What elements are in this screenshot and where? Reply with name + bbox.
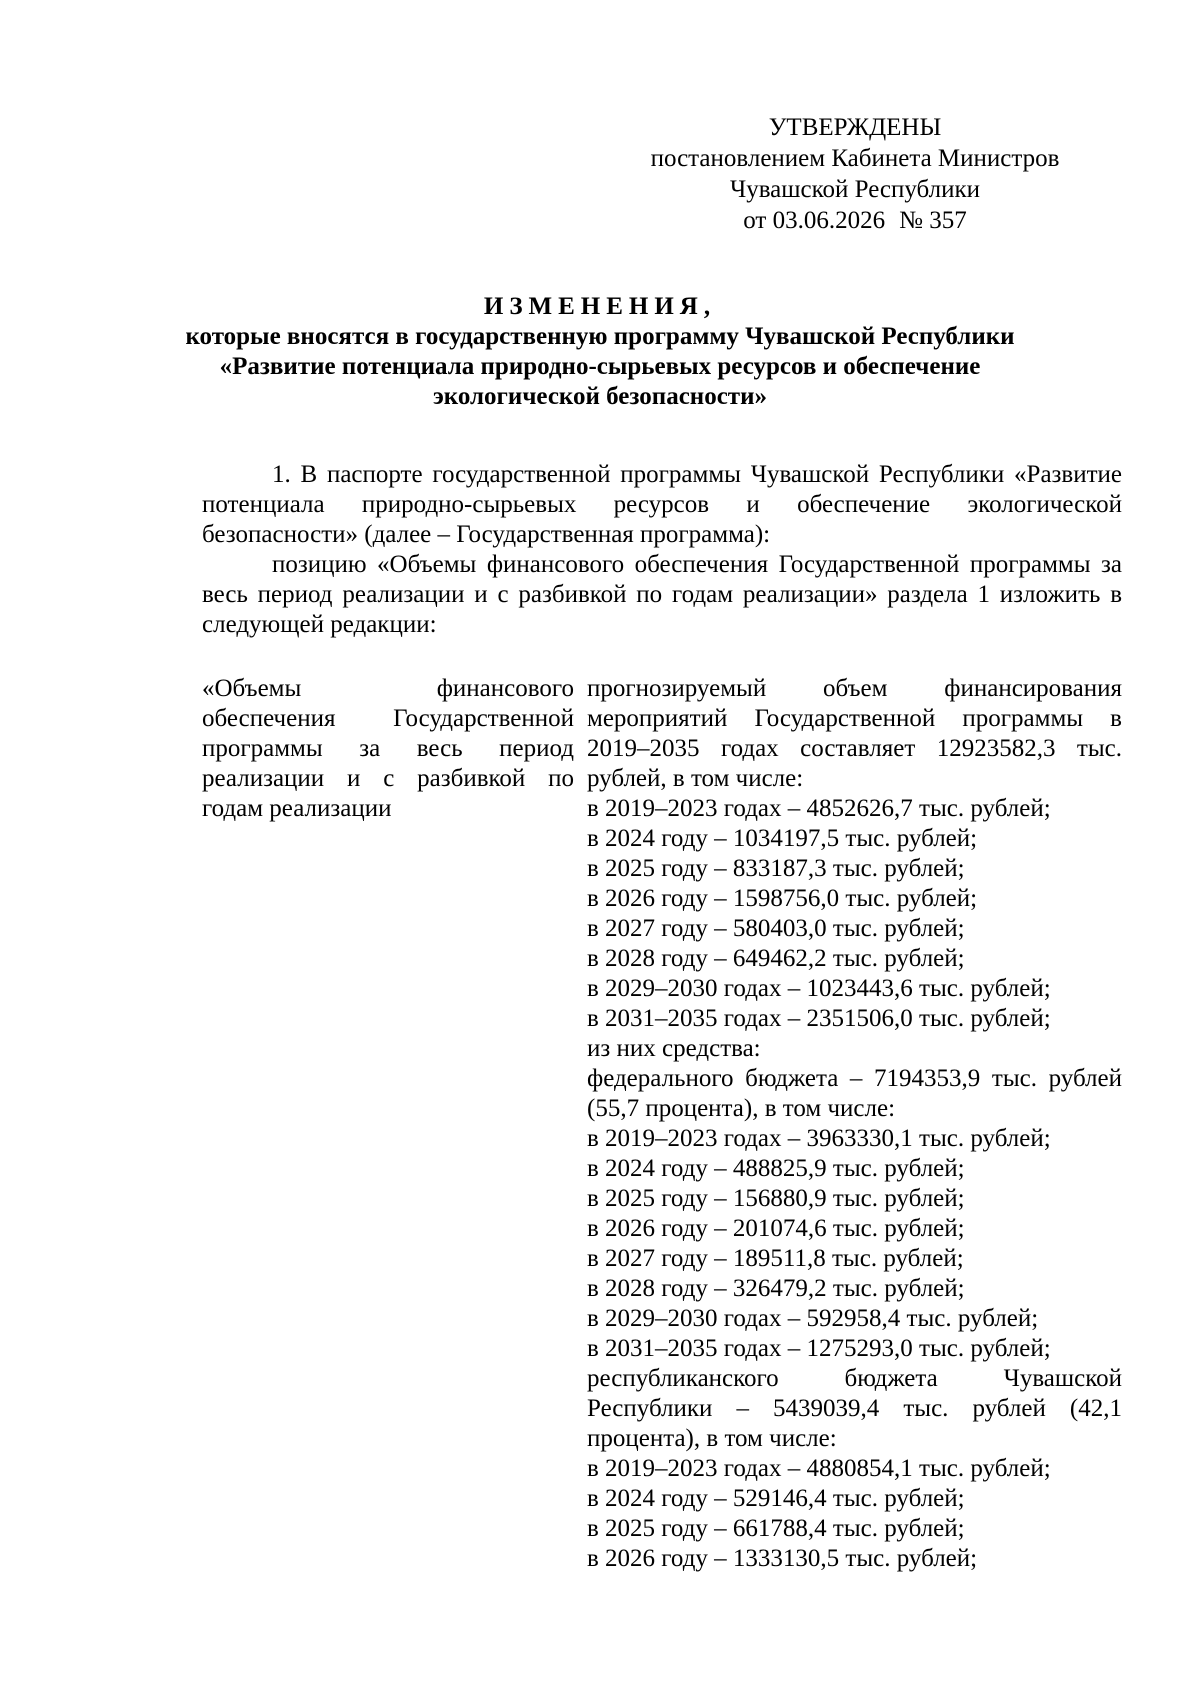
paragraph-1: 1. В паспорте государственной программы Чувашской Республики «Развитие потенциала природно-сырьевых ресурсов и обеспечение экологической безопасности» (далее – Государственная программа): xyxy=(202,461,1122,548)
approval-date: от 03.06.2026 xyxy=(743,207,886,234)
republic-line: в 2024 году – 529146,4 тыс. рублей; xyxy=(587,1485,965,1512)
approval-title: УТВЕРЖДЕНЫ xyxy=(768,114,942,141)
approval-date-line xyxy=(640,205,1070,236)
approval-number: № 357 xyxy=(899,207,967,234)
federal-budget-intro: федерального бюджета – 7194353,9 тыс. рублей (55,7 процента), в том числе: xyxy=(587,1065,1122,1122)
heading-title: ИЗМЕНЕНИЯ, xyxy=(483,293,717,320)
heading-line-1: которые вносятся в государственную программу Чувашской Республики xyxy=(185,323,1015,350)
body-text xyxy=(202,460,1122,640)
total-line: в 2024 году – 1034197,5 тыс. рублей; xyxy=(587,825,978,852)
approval-line-2: Чувашской Республики xyxy=(729,176,981,203)
table-right-cell xyxy=(587,674,1122,1574)
document-heading xyxy=(150,292,1050,412)
total-line: из них средства: xyxy=(587,1035,761,1062)
federal-line: в 2029–2030 годах – 592958,4 тыс. рублей; xyxy=(587,1305,1039,1332)
total-line: в 2019–2023 годах – 4852626,7 тыс. рублей; xyxy=(587,795,1051,822)
federal-line: в 2027 году – 189511,8 тыс. рублей; xyxy=(587,1245,964,1272)
total-line: в 2027 году – 580403,0 тыс. рублей; xyxy=(587,915,965,942)
total-line: в 2031–2035 годах – 2351506,0 тыс. рублей; xyxy=(587,1005,1051,1032)
total-line: в 2025 году – 833187,3 тыс. рублей; xyxy=(587,855,965,882)
table-left-cell: «Объемы финансового обеспечения Государственной программы за весь период реализации и с разбивкой по годам реализации xyxy=(202,675,574,822)
paragraph-2: позицию «Объемы финансового обеспечения Государственной программы за весь период реализации и с разбивкой по годам реализации» раздела 1 изложить в следующей редакции: xyxy=(202,551,1122,638)
republic-line: в 2026 году – 1333130,5 тыс. рублей; xyxy=(587,1545,978,1572)
total-line: в 2026 году – 1598756,0 тыс. рублей; xyxy=(587,885,978,912)
federal-line: в 2031–2035 годах – 1275293,0 тыс. рублей; xyxy=(587,1335,1051,1362)
republic-budget-intro: республиканского бюджета Чувашской Республики – 5439039,4 тыс. рублей (42,1 процента), в том числе: xyxy=(587,1365,1122,1452)
federal-line: в 2019–2023 годах – 3963330,1 тыс. рублей; xyxy=(587,1125,1051,1152)
approval-stamp xyxy=(640,112,1070,236)
republic-line: в 2019–2023 годах – 4880854,1 тыс. рублей; xyxy=(587,1455,1051,1482)
financing-intro: прогнозируемый объем финансирования мероприятий Государственной программы в 2019–2035 годах составляет 12923582,3 тыс. рублей, в том числе: xyxy=(587,675,1122,792)
republic-line: в 2025 году – 661788,4 тыс. рублей; xyxy=(587,1515,965,1542)
federal-line: в 2024 году – 488825,9 тыс. рублей; xyxy=(587,1155,965,1182)
total-line: в 2029–2030 годах – 1023443,6 тыс. рублей; xyxy=(587,975,1051,1002)
approval-line-1: постановлением Кабинета Министров xyxy=(650,145,1060,172)
federal-line: в 2026 году – 201074,6 тыс. рублей; xyxy=(587,1215,965,1242)
federal-line: в 2028 году – 326479,2 тыс. рублей; xyxy=(587,1275,965,1302)
total-line: в 2028 году – 649462,2 тыс. рублей; xyxy=(587,945,965,972)
heading-line-2: «Развитие потенциала природно-сырьевых ресурсов и обеспечение xyxy=(219,353,981,380)
federal-line: в 2025 году – 156880,9 тыс. рублей; xyxy=(587,1185,965,1212)
heading-line-3: экологической безопасности» xyxy=(432,383,767,410)
